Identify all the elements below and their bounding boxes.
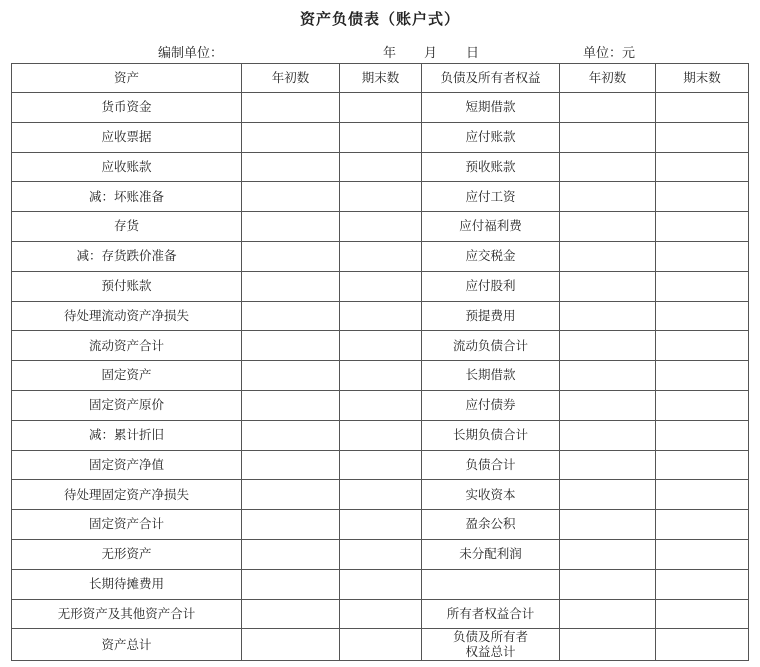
asset-item: 固定资产原价	[12, 390, 242, 420]
liability-item: 流动负债合计	[422, 331, 560, 361]
asset-ending-cell	[340, 182, 422, 212]
asset-ending-cell	[340, 420, 422, 450]
liability-beginning-cell	[560, 629, 656, 661]
asset-beginning-cell	[242, 301, 340, 331]
asset-ending-cell	[340, 569, 422, 599]
asset-beginning-cell	[242, 629, 340, 661]
liability-ending-cell	[656, 539, 749, 569]
table-row	[12, 510, 749, 540]
liability-item: 应付股利	[422, 271, 560, 301]
asset-item: 无形资产及其他资产合计	[12, 599, 242, 629]
asset-item: 无形资产	[12, 539, 242, 569]
table-row	[12, 271, 749, 301]
asset-item: 货币资金	[12, 93, 242, 123]
asset-item: 固定资产净值	[12, 450, 242, 480]
liability-item: 应付账款	[422, 122, 560, 152]
header-assets: 资产	[12, 64, 242, 93]
liability-beginning-cell	[560, 361, 656, 391]
liability-beginning-cell	[560, 390, 656, 420]
liability-beginning-cell	[560, 331, 656, 361]
liability-item: 短期借款	[422, 93, 560, 123]
liability-item	[422, 569, 560, 599]
day-label: 日	[466, 46, 480, 61]
asset-beginning-cell	[242, 599, 340, 629]
table-row	[12, 539, 749, 569]
liability-beginning-cell	[560, 152, 656, 182]
asset-item: 固定资产合计	[12, 510, 242, 540]
asset-beginning-cell	[242, 93, 340, 123]
month-label: 月	[424, 46, 438, 61]
asset-ending-cell	[340, 241, 422, 271]
liability-ending-cell	[656, 241, 749, 271]
liability-ending-cell	[656, 93, 749, 123]
liability-item-line: 权益总计	[465, 643, 516, 659]
liability-ending-cell	[656, 271, 749, 301]
asset-ending-cell	[340, 301, 422, 331]
liability-item: 预提费用	[422, 301, 560, 331]
asset-ending-cell	[340, 93, 422, 123]
table-row	[12, 301, 749, 331]
header-ending-balance: 期末数	[340, 64, 422, 93]
liability-beginning-cell	[560, 450, 656, 480]
asset-beginning-cell	[242, 450, 340, 480]
asset-item: 资产总计	[12, 629, 242, 661]
liability-item: 应付债券	[422, 390, 560, 420]
asset-beginning-cell	[242, 122, 340, 152]
liability-beginning-cell	[560, 510, 656, 540]
balance-sheet-table	[11, 63, 749, 661]
liability-ending-cell	[656, 122, 749, 152]
table-row	[12, 569, 749, 599]
liability-item: 应付工资	[422, 182, 560, 212]
asset-ending-cell	[340, 450, 422, 480]
year-label: 年	[383, 46, 397, 61]
asset-item: 应收票据	[12, 122, 242, 152]
page-title: 资产负债表（账户式）	[299, 10, 460, 28]
liability-item: 实收资本	[422, 480, 560, 510]
liability-ending-cell	[656, 182, 749, 212]
asset-item: 待处理固定资产净损失	[12, 480, 242, 510]
asset-item: 长期待摊费用	[12, 569, 242, 599]
liability-item: 应交税金	[422, 241, 560, 271]
asset-beginning-cell	[242, 510, 340, 540]
table-row	[12, 599, 749, 629]
asset-beginning-cell	[242, 390, 340, 420]
asset-item: 流动资产合计	[12, 331, 242, 361]
header-beginning-balance: 年初数	[242, 64, 340, 93]
asset-beginning-cell	[242, 212, 340, 242]
liability-ending-cell	[656, 450, 749, 480]
liability-ending-cell	[656, 480, 749, 510]
table-row	[12, 182, 749, 212]
liability-item: 预收账款	[422, 152, 560, 182]
liability-item: 负债合计	[422, 450, 560, 480]
asset-item: 固定资产	[12, 361, 242, 391]
asset-item: 减：坏账准备	[12, 182, 242, 212]
asset-ending-cell	[340, 480, 422, 510]
liability-ending-cell	[656, 212, 749, 242]
asset-beginning-cell	[242, 271, 340, 301]
asset-item: 减：累计折旧	[12, 420, 242, 450]
liability-beginning-cell	[560, 599, 656, 629]
asset-beginning-cell	[242, 182, 340, 212]
liability-ending-cell	[656, 510, 749, 540]
table-row	[12, 420, 749, 450]
table-row	[12, 122, 749, 152]
table-row	[12, 152, 749, 182]
liability-beginning-cell	[560, 539, 656, 569]
asset-item: 待处理流动资产净损失	[12, 301, 242, 331]
liability-beginning-cell	[560, 480, 656, 510]
table-row	[12, 241, 749, 271]
asset-item: 应收账款	[12, 152, 242, 182]
asset-ending-cell	[340, 361, 422, 391]
liability-item: 长期负债合计	[422, 420, 560, 450]
liability-beginning-cell	[560, 271, 656, 301]
table-row	[12, 212, 749, 242]
asset-ending-cell	[340, 152, 422, 182]
liability-ending-cell	[656, 390, 749, 420]
asset-beginning-cell	[242, 241, 340, 271]
asset-item: 存货	[12, 212, 242, 242]
liability-ending-cell	[656, 152, 749, 182]
asset-beginning-cell	[242, 420, 340, 450]
table-row	[12, 450, 749, 480]
currency-unit-label: 单位：元	[583, 46, 636, 61]
liability-item	[422, 629, 560, 661]
liability-ending-cell	[656, 629, 749, 661]
liability-beginning-cell	[560, 569, 656, 599]
liability-beginning-cell	[560, 212, 656, 242]
liability-beginning-cell	[560, 182, 656, 212]
asset-beginning-cell	[242, 152, 340, 182]
asset-ending-cell	[340, 599, 422, 629]
liability-ending-cell	[656, 361, 749, 391]
liability-beginning-cell	[560, 241, 656, 271]
liability-beginning-cell	[560, 301, 656, 331]
asset-ending-cell	[340, 539, 422, 569]
asset-item: 预付账款	[12, 271, 242, 301]
asset-ending-cell	[340, 212, 422, 242]
liability-ending-cell	[656, 331, 749, 361]
liability-ending-cell	[656, 420, 749, 450]
asset-beginning-cell	[242, 539, 340, 569]
liability-ending-cell	[656, 599, 749, 629]
asset-beginning-cell	[242, 361, 340, 391]
liability-item: 未分配利润	[422, 539, 560, 569]
asset-ending-cell	[340, 271, 422, 301]
asset-ending-cell	[340, 510, 422, 540]
liability-item-line: 负债及所有者	[452, 629, 528, 645]
header-ending-balance: 期末数	[656, 64, 749, 93]
asset-beginning-cell	[242, 331, 340, 361]
table-row	[12, 480, 749, 510]
asset-beginning-cell	[242, 480, 340, 510]
liability-item: 所有者权益合计	[422, 599, 560, 629]
liability-item: 盈余公积	[422, 510, 560, 540]
asset-ending-cell	[340, 390, 422, 420]
table-row	[12, 629, 749, 661]
header-liabilities-equity: 负债及所有者权益	[422, 64, 560, 93]
asset-beginning-cell	[242, 569, 340, 599]
liability-beginning-cell	[560, 122, 656, 152]
liability-item: 长期借款	[422, 361, 560, 391]
liability-item: 应付福利费	[422, 212, 560, 242]
preparing-unit-label: 编制单位：	[158, 46, 224, 61]
table-body	[12, 93, 749, 661]
table-row	[12, 331, 749, 361]
header-beginning-balance: 年初数	[560, 64, 656, 93]
liability-ending-cell	[656, 301, 749, 331]
asset-ending-cell	[340, 331, 422, 361]
table-row	[12, 361, 749, 391]
table-row	[12, 93, 749, 123]
table-row	[12, 390, 749, 420]
asset-item: 减：存货跌价准备	[12, 241, 242, 271]
asset-ending-cell	[340, 629, 422, 661]
liability-beginning-cell	[560, 93, 656, 123]
liability-ending-cell	[656, 569, 749, 599]
liability-beginning-cell	[560, 420, 656, 450]
asset-ending-cell	[340, 122, 422, 152]
